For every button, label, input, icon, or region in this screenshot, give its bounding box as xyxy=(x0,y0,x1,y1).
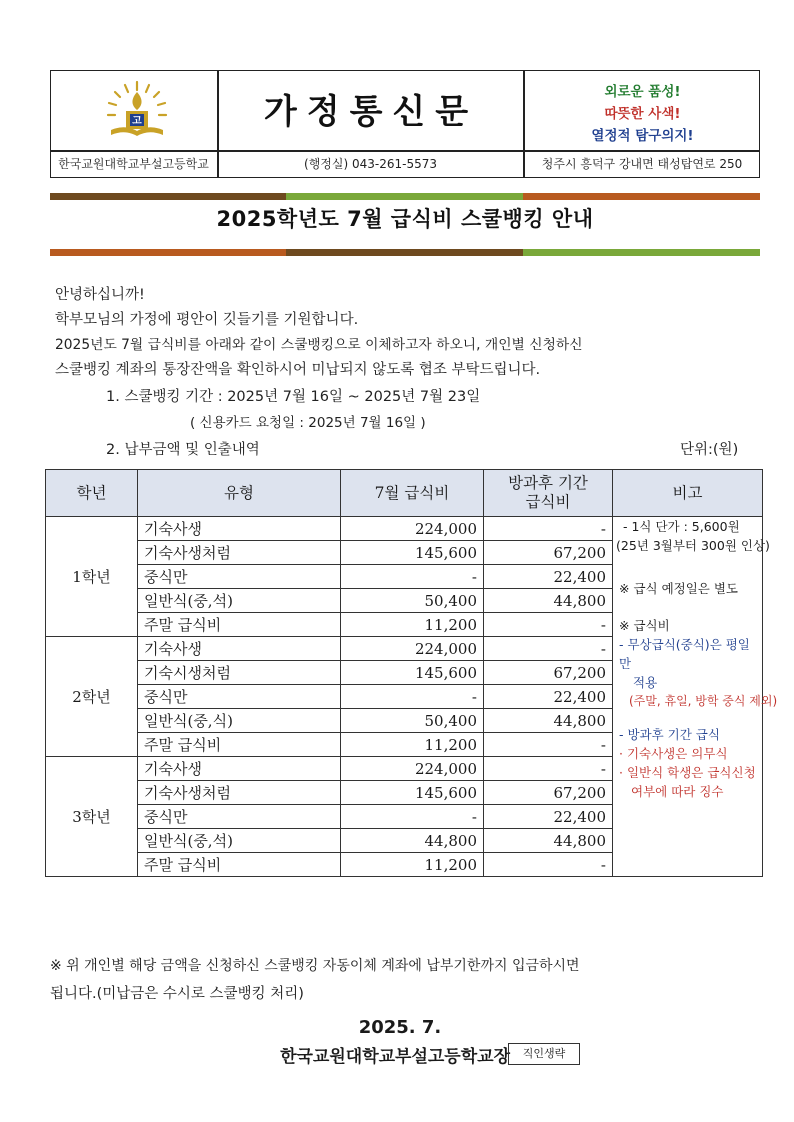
header-july-fee: 7월 급식비 xyxy=(341,470,484,517)
motto-line-2: 따뜻한 사색! xyxy=(604,106,681,122)
greeting-line-3: 2025년도 7월 급식비를 아래와 같이 스쿨뱅킹으로 이체하고자 하오니, 개인별 신청하신 xyxy=(55,337,583,353)
july-fee-cell: - xyxy=(341,565,484,589)
july-fee-cell: - xyxy=(341,685,484,709)
type-cell: 기숙사생 xyxy=(138,757,341,781)
header-after-school-line-1: 방과후 기간 xyxy=(508,474,588,492)
note-free-lunch: - 무상급식(중식)은 평일만 xyxy=(619,637,750,671)
unit-label: 단위:(원) xyxy=(680,442,739,458)
school-logo xyxy=(105,78,169,144)
note-fee-heading: ※ 급식비 xyxy=(619,618,670,633)
document-title: 2025학년도 7월 급식비 스쿨뱅킹 안내 xyxy=(216,207,594,231)
july-fee-cell: 224,000 xyxy=(341,637,484,661)
issue-date: 2025. 7. xyxy=(358,1017,442,1038)
header-grade: 학년 xyxy=(46,470,138,517)
after-fee-cell: 67,200 xyxy=(484,661,613,685)
header-after-school-line-2: 급식비 xyxy=(525,493,571,511)
after-fee-cell: 67,200 xyxy=(484,541,613,565)
after-fee-cell: 44,800 xyxy=(484,589,613,613)
type-cell: 주말 급식비 xyxy=(138,613,341,637)
july-fee-cell: 145,600 xyxy=(341,661,484,685)
note-general: · 일반식 학생은 급식신청 xyxy=(619,765,756,780)
july-fee-cell: 11,200 xyxy=(341,613,484,637)
type-cell: 중식만 xyxy=(138,685,341,709)
logo-letter: 고 xyxy=(132,116,142,127)
school-address: 청주시 흥덕구 강내면 태성탑연로 250 xyxy=(541,157,743,171)
header-after-school-fee xyxy=(484,470,613,517)
type-cell: 일반식(중,식) xyxy=(138,709,341,733)
school-phone: (행정실) 043-261-5573 xyxy=(304,157,437,171)
after-fee-cell: - xyxy=(484,637,613,661)
type-cell: 주말 급식비 xyxy=(138,733,341,757)
grade-cell: 2학년 xyxy=(46,637,138,757)
after-fee-cell: - xyxy=(484,853,613,877)
header-type: 유형 xyxy=(138,470,341,517)
note-dorm: · 기숙사생은 의무식 xyxy=(619,746,728,761)
school-name: 한국교원대학교부설고등학교 xyxy=(58,157,209,171)
after-fee-cell: 44,800 xyxy=(484,709,613,733)
grade-cell: 3학년 xyxy=(46,757,138,877)
note-free-lunch-2: 적용 xyxy=(633,675,658,690)
motto-line-3: 열정적 탐구의지! xyxy=(591,128,694,144)
type-cell: 기숙사생 xyxy=(138,637,341,661)
greeting-line-2: 학부모님의 가정에 평안이 깃들기를 기원합니다. xyxy=(55,312,359,328)
july-fee-cell: 145,600 xyxy=(341,541,484,565)
july-fee-cell: 50,400 xyxy=(341,589,484,613)
july-fee-cell: 44,800 xyxy=(341,829,484,853)
seal-omitted-box: 직인생략 xyxy=(508,1043,580,1065)
greeting-line-1: 안녕하십니까! xyxy=(55,287,145,303)
after-fee-cell: 22,400 xyxy=(484,565,613,589)
after-fee-cell: - xyxy=(484,733,613,757)
july-fee-cell: 11,200 xyxy=(341,733,484,757)
notes-cell xyxy=(613,517,778,877)
after-fee-cell: - xyxy=(484,613,613,637)
july-fee-cell: 50,400 xyxy=(341,709,484,733)
type-cell: 주말 급식비 xyxy=(138,853,341,877)
type-cell: 기숙시생처럼 xyxy=(138,661,341,685)
july-fee-cell: 224,000 xyxy=(341,517,484,541)
type-cell: 기숙사생처럼 xyxy=(138,781,341,805)
table-header-row xyxy=(46,470,763,517)
type-cell: 일반식(중,석) xyxy=(138,589,341,613)
greeting-line-4: 스쿨뱅킹 계좌의 통장잔액을 확인하시어 미납되지 않도록 협조 부탁드립니다. xyxy=(55,362,541,378)
type-cell: 기숙사생처럼 xyxy=(138,541,341,565)
type-cell: 중식만 xyxy=(138,565,341,589)
after-fee-cell: 44,800 xyxy=(484,829,613,853)
note-price-increase: (25년 3월부터 300원 인상) xyxy=(616,538,770,553)
note-unit-price: - 1식 단가 : 5,600원 xyxy=(623,519,740,534)
after-fee-cell: - xyxy=(484,757,613,781)
note-excluded: (주말, 휴일, 방학 중식 제외) xyxy=(629,694,778,708)
fee-table xyxy=(45,469,778,877)
item-amounts: 2. 납부금액 및 인출내역 xyxy=(106,442,260,458)
item-card-date: ( 신용카드 요청일 : 2025년 7월 16일 ) xyxy=(190,415,426,431)
footer-note-line-1: ※ 위 개인별 해당 금액을 신청하신 스쿨뱅킹 자동이체 계좌에 납부기한까지 입금하시면 xyxy=(50,958,580,974)
after-fee-cell: - xyxy=(484,517,613,541)
note-general-2: 여부에 따라 징수 xyxy=(631,784,724,799)
type-cell: 기숙사생 xyxy=(138,517,341,541)
note-after-school: - 방과후 기간 급식 xyxy=(619,727,720,742)
after-fee-cell: 22,400 xyxy=(484,805,613,829)
july-fee-cell: 224,000 xyxy=(341,757,484,781)
type-cell: 중식만 xyxy=(138,805,341,829)
table-row xyxy=(46,517,763,541)
principal-signature: 한국교원대학교부설고등학교장 xyxy=(280,1047,510,1067)
after-fee-cell: 67,200 xyxy=(484,781,613,805)
july-fee-cell: 11,200 xyxy=(341,853,484,877)
header-notes: 비고 xyxy=(613,470,763,517)
footer-note-line-2: 됩니다.(미납금은 수시로 스쿨뱅킹 처리) xyxy=(50,986,304,1002)
note-schedule: ※ 급식 예정일은 별도 xyxy=(619,581,738,596)
july-fee-cell: 145,600 xyxy=(341,781,484,805)
page-title: 가정통신문 xyxy=(263,92,479,132)
type-cell: 일반식(중,석) xyxy=(138,829,341,853)
after-fee-cell: 22,400 xyxy=(484,685,613,709)
july-fee-cell: - xyxy=(341,805,484,829)
grade-cell: 1학년 xyxy=(46,517,138,637)
motto-line-1: 외로운 품성! xyxy=(604,84,681,100)
item-schedule: 1. 스쿨뱅킹 기간 : 2025년 7월 16일 ~ 2025년 7월 23일 xyxy=(106,389,481,405)
